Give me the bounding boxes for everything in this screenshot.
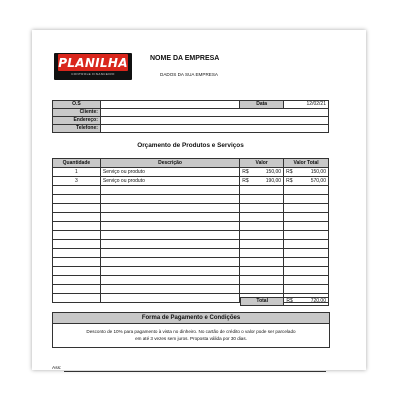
empty-cell	[284, 258, 294, 267]
empty-cell	[240, 195, 250, 204]
total-currency: R$	[284, 298, 294, 306]
empty-cell	[53, 186, 101, 195]
empty-cell	[294, 240, 329, 249]
address-value	[100, 117, 328, 125]
empty-table-row	[53, 195, 329, 204]
empty-cell	[294, 258, 329, 267]
date-value: 12/02/21	[284, 101, 329, 109]
empty-cell	[284, 204, 294, 213]
total-label: Total	[241, 298, 284, 306]
empty-table-row	[53, 213, 329, 222]
empty-cell	[250, 222, 284, 231]
company-subtitle: DADOS DA SUA EMPRESA	[160, 72, 218, 77]
empty-cell	[53, 276, 101, 285]
empty-table-row	[53, 186, 329, 195]
os-value	[100, 101, 239, 109]
empty-cell	[240, 222, 250, 231]
table-row	[53, 168, 329, 177]
empty-cell	[294, 267, 329, 276]
empty-cell	[53, 267, 101, 276]
empty-cell	[240, 204, 250, 213]
empty-cell	[100, 285, 239, 294]
row-value-currency: R$	[240, 168, 250, 177]
empty-cell	[100, 213, 239, 222]
empty-cell	[53, 258, 101, 267]
empty-cell	[294, 195, 329, 204]
empty-cell	[284, 213, 294, 222]
empty-table-row	[53, 285, 329, 294]
empty-cell	[53, 285, 101, 294]
empty-cell	[240, 231, 250, 240]
empty-cell	[250, 276, 284, 285]
empty-table-row	[53, 276, 329, 285]
empty-cell	[53, 195, 101, 204]
empty-cell	[53, 294, 101, 303]
empty-cell	[240, 249, 250, 258]
empty-table-row	[53, 249, 329, 258]
payment-box	[52, 312, 330, 348]
empty-cell	[250, 240, 284, 249]
empty-cell	[250, 186, 284, 195]
empty-cell	[284, 231, 294, 240]
payment-conditions	[53, 324, 329, 342]
empty-cell	[284, 222, 294, 231]
empty-cell	[53, 204, 101, 213]
empty-cell	[284, 285, 294, 294]
empty-cell	[294, 186, 329, 195]
empty-cell	[53, 249, 101, 258]
empty-table-row	[53, 267, 329, 276]
logo-brand	[58, 54, 128, 71]
empty-cell	[284, 186, 294, 195]
empty-cell	[100, 258, 239, 267]
empty-cell	[284, 240, 294, 249]
row-value: 150,00	[250, 168, 284, 177]
row-total-currency: R$	[284, 168, 294, 177]
col-value: Valor	[240, 159, 284, 168]
empty-cell	[294, 204, 329, 213]
empty-table-row	[53, 222, 329, 231]
empty-cell	[240, 240, 250, 249]
empty-table-row	[53, 204, 329, 213]
client-value	[100, 109, 328, 117]
empty-cell	[100, 249, 239, 258]
logo-tagline: CONTROLE FINANCEIRO	[71, 72, 115, 76]
total-table	[240, 297, 329, 306]
empty-cell	[284, 267, 294, 276]
empty-cell	[240, 267, 250, 276]
signature-line	[64, 371, 326, 372]
empty-cell	[100, 240, 239, 249]
empty-cell	[250, 285, 284, 294]
row-description: Serviço ou produto	[100, 168, 239, 177]
items-table	[52, 158, 329, 303]
phone-label: Telefone:	[53, 125, 101, 133]
payment-title: Forma de Pagamento e Condições	[53, 313, 329, 324]
col-total: Valor Total	[284, 159, 329, 168]
empty-cell	[100, 276, 239, 285]
empty-table-row	[53, 231, 329, 240]
empty-cell	[250, 213, 284, 222]
empty-cell	[100, 267, 239, 276]
row-total: 570,00	[294, 177, 329, 186]
row-quantity: 1	[53, 168, 101, 177]
row-total-currency: R$	[284, 177, 294, 186]
col-description: Descrição	[100, 159, 239, 168]
empty-cell	[250, 267, 284, 276]
empty-cell	[53, 213, 101, 222]
address-label: Endereço:	[53, 117, 101, 125]
empty-cell	[240, 186, 250, 195]
signature-label: Ass:	[52, 366, 62, 371]
empty-cell	[294, 213, 329, 222]
empty-cell	[294, 231, 329, 240]
logo-brand-text: PLANILHA	[58, 55, 128, 70]
empty-cell	[294, 285, 329, 294]
empty-cell	[240, 285, 250, 294]
empty-cell	[250, 249, 284, 258]
empty-cell	[100, 294, 239, 303]
empty-cell	[294, 249, 329, 258]
row-value: 190,00	[250, 177, 284, 186]
row-description: Serviço ou produto	[100, 177, 239, 186]
empty-cell	[100, 195, 239, 204]
empty-cell	[240, 258, 250, 267]
budget-title: Orçamento de Produtos e Serviços	[137, 142, 244, 149]
empty-cell	[284, 195, 294, 204]
empty-cell	[250, 231, 284, 240]
client-label: Cliente:	[53, 109, 101, 117]
row-total: 150,00	[294, 168, 329, 177]
empty-cell	[240, 276, 250, 285]
empty-cell	[250, 258, 284, 267]
empty-cell	[250, 195, 284, 204]
company-name: NOME DA EMPRESA	[150, 55, 220, 62]
payment-line-2: em até 3 vezes sem juros. Proposta válida por 30 dias.	[135, 336, 247, 341]
date-label: Data	[240, 101, 284, 109]
empty-cell	[294, 276, 329, 285]
empty-cell	[100, 204, 239, 213]
row-value-currency: R$	[240, 177, 250, 186]
empty-cell	[284, 249, 294, 258]
empty-table-row	[53, 240, 329, 249]
empty-cell	[53, 231, 101, 240]
payment-line-1: Desconto de 10% para pagamento à vista no dinheiro. No cartão de crédito o valor pode ser parcelado	[86, 329, 296, 334]
total-value: 720,00	[294, 298, 329, 306]
table-row	[53, 177, 329, 186]
empty-cell	[53, 240, 101, 249]
company-logo	[54, 53, 132, 80]
empty-cell	[250, 204, 284, 213]
empty-table-row	[53, 258, 329, 267]
empty-cell	[100, 186, 239, 195]
empty-cell	[53, 222, 101, 231]
header-info-table	[52, 100, 329, 133]
empty-cell	[284, 276, 294, 285]
phone-value	[100, 125, 328, 133]
empty-cell	[240, 213, 250, 222]
os-label: O.S	[53, 101, 101, 109]
col-quantity: Quantidade	[53, 159, 101, 168]
empty-cell	[100, 231, 239, 240]
empty-cell	[100, 222, 239, 231]
empty-cell	[294, 222, 329, 231]
row-quantity: 3	[53, 177, 101, 186]
